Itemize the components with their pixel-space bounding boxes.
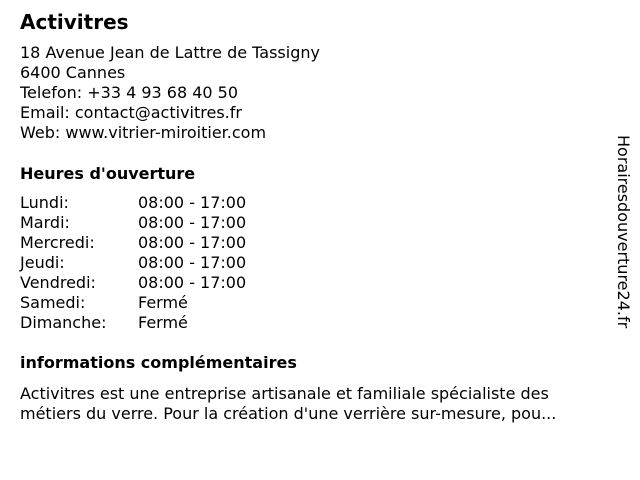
day-hours: Fermé (138, 293, 188, 312)
day-hours: 08:00 - 17:00 (138, 233, 247, 252)
additional-info-heading: informations complémentaires (20, 353, 297, 372)
day-label: Vendredi: (20, 273, 96, 292)
address-street: 18 Avenue Jean de Lattre de Tassigny (20, 43, 320, 62)
website-link[interactable]: Web: www.vitrier-miroitier.com (20, 123, 267, 142)
day-hours: 08:00 - 17:00 (138, 273, 247, 292)
opening-hours-table (20, 193, 246, 333)
hours-row-sunday (20, 313, 246, 333)
info-line: métiers du verre. Pour la création d'une verrière sur-mesure, pou... (20, 404, 557, 423)
email-address[interactable]: Email: contact@activitres.fr (20, 103, 242, 122)
hours-row-monday (20, 193, 246, 213)
day-hours: 08:00 - 17:00 (138, 213, 247, 232)
hours-row-friday (20, 273, 246, 293)
business-name: Activitres (20, 10, 129, 34)
hours-row-tuesday (20, 213, 246, 233)
phone-number[interactable]: Telefon: +33 4 93 68 40 50 (20, 83, 239, 102)
day-label: Mardi: (20, 213, 70, 232)
site-brand-vertical: Horairesdouverture24.fr (614, 135, 633, 329)
day-label: Jeudi: (20, 253, 65, 272)
hours-row-thursday (20, 253, 246, 273)
address-city: 6400 Cannes (20, 63, 126, 82)
info-line: Activitres est une entreprise artisanale et familiale spécialiste des (20, 384, 549, 403)
opening-hours-heading: Heures d'ouverture (20, 164, 196, 183)
hours-row-saturday (20, 293, 246, 313)
day-label: Samedi: (20, 293, 86, 312)
day-label: Dimanche: (20, 313, 107, 332)
hours-row-wednesday (20, 233, 246, 253)
day-hours: Fermé (138, 313, 188, 332)
day-label: Lundi: (20, 193, 69, 212)
day-hours: 08:00 - 17:00 (138, 193, 247, 212)
contact-block (20, 43, 320, 143)
day-label: Mercredi: (20, 233, 95, 252)
day-hours: 08:00 - 17:00 (138, 253, 247, 272)
additional-info-text (20, 384, 620, 424)
